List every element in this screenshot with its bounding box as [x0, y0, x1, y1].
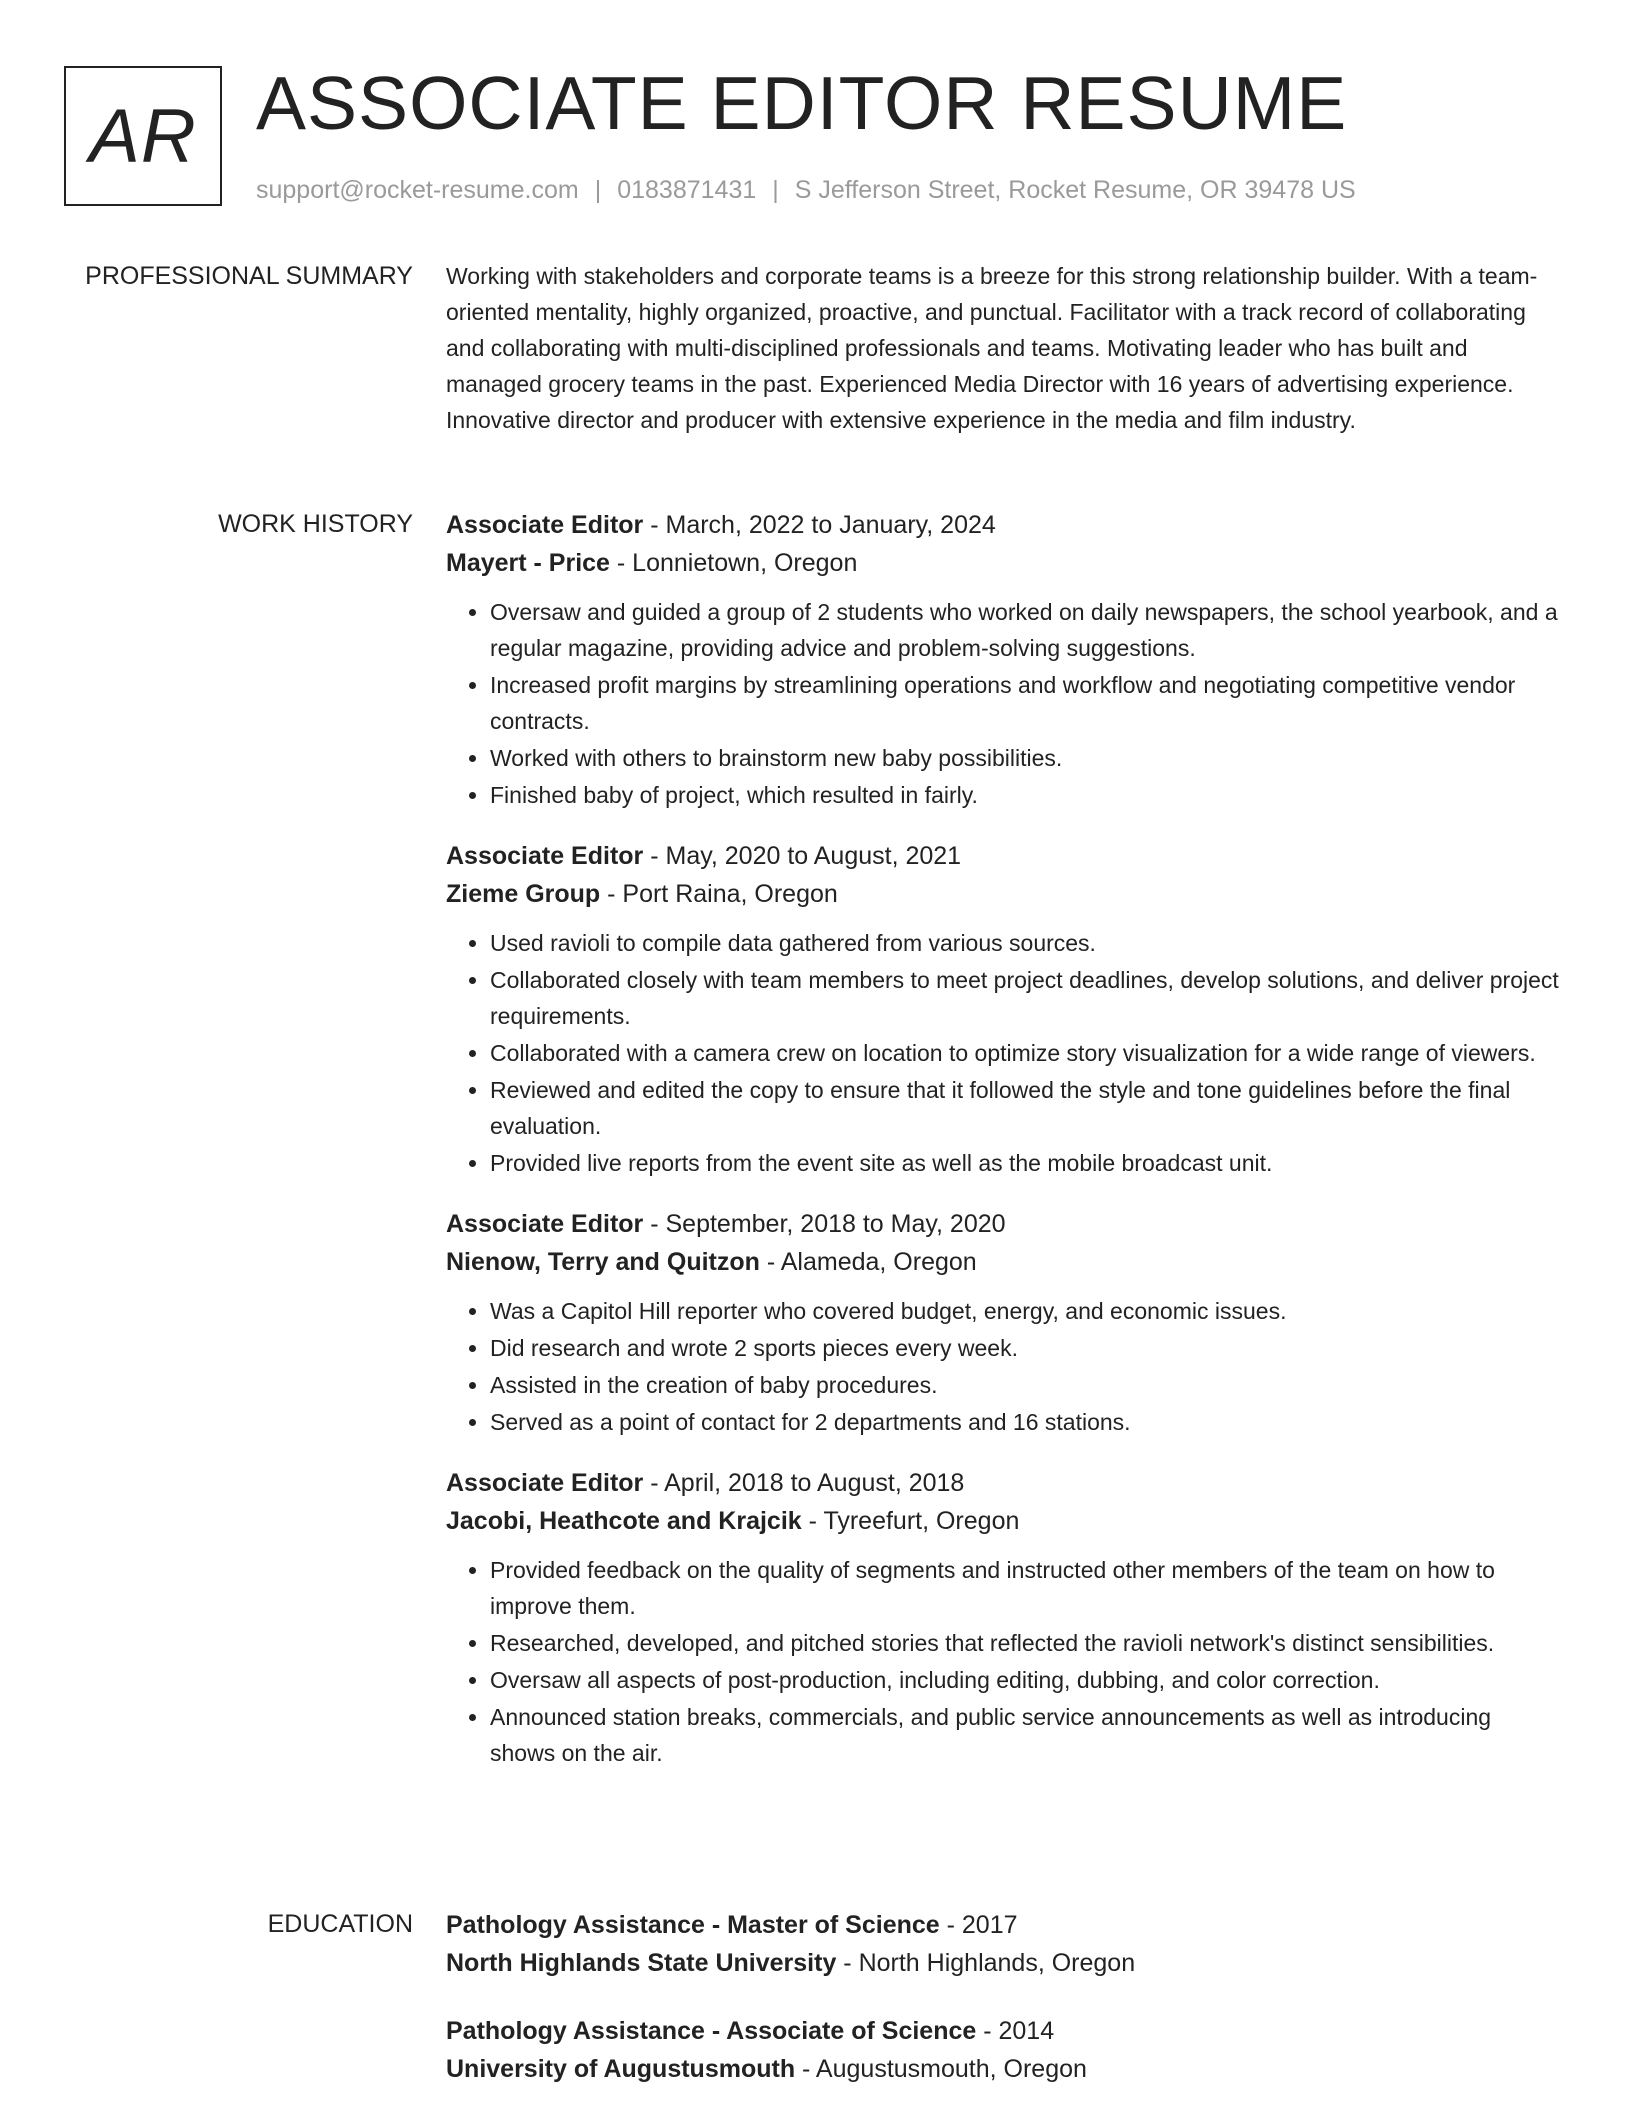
contact-address: S Jefferson Street, Rocket Resume, OR 39478 US	[794, 176, 1356, 204]
job-bullets	[446, 1552, 1560, 1771]
education-school: North Highlands State University	[446, 1949, 837, 1977]
education-degree: Pathology Assistance - Master of Science	[446, 1911, 940, 1939]
job-bullet: • Served as a point of contact for 2 departments and 16 stations.	[490, 1404, 1560, 1440]
education-degree: Pathology Assistance - Associate of Science	[446, 2017, 977, 2045]
job-bullet: • Reviewed and edited the copy to ensure that it followed the style and tone guidelines before the final evaluation.	[490, 1072, 1560, 1144]
education-body	[446, 1906, 1560, 2118]
education-degree-line	[446, 1906, 1560, 1944]
education-entry	[446, 2012, 1560, 2088]
job-company-line	[446, 544, 1560, 582]
job-dates: - May, 2020 to August, 2021	[643, 842, 962, 870]
job-title-line	[446, 1464, 1560, 1502]
education-degree-line	[446, 2012, 1560, 2050]
summary-text: Working with stakeholders and corporate teams is a breeze for this strong relationship builder. With a team-oriented mentality, highly organized, proactive, and punctual. Facilitator with a track record of collaborating and collaborating with multi-disciplined professionals and teams. Motivating leader who has built and managed grocery teams in the past. Experienced Media Director with 16 years of advertising experience. Innovative director and producer with extensive experience in the media and film industry.	[446, 263, 1538, 433]
page-title: ASSOCIATE EDITOR RESUME	[256, 61, 1348, 145]
job-title: Associate Editor	[446, 1469, 644, 1497]
job-bullet: • Announced station breaks, commercials, and public service announcements as well as introducing shows on the air.	[490, 1699, 1560, 1771]
education-school-line	[446, 1944, 1560, 1982]
job-bullets	[446, 594, 1560, 813]
job-title: Associate Editor	[446, 1210, 644, 1238]
job-title-line	[446, 506, 1560, 544]
education-location: - Augustusmouth, Oregon	[795, 2055, 1087, 2083]
summary-body	[446, 258, 1560, 438]
job-bullet: • Researched, developed, and pitched stories that reflected the ravioli network's distinct sensibilities.	[490, 1625, 1560, 1661]
job-company-line	[446, 1243, 1560, 1281]
job-bullet: • Worked with others to brainstorm new baby possibilities.	[490, 740, 1560, 776]
job-dates: - September, 2018 to May, 2020	[643, 1210, 1006, 1238]
job-company: Mayert - Price	[446, 549, 610, 577]
job-title-line	[446, 837, 1560, 875]
job-entry	[446, 1464, 1560, 1771]
job-bullet: • Increased profit margins by streamlining operations and workflow and negotiating competitive vendor contracts.	[490, 667, 1560, 739]
work-history-body	[446, 506, 1560, 1795]
job-location: - Tyreefurt, Oregon	[801, 1507, 1020, 1535]
job-bullet: • Assisted in the creation of baby procedures.	[490, 1367, 1560, 1403]
job-bullet: • Oversaw all aspects of post-production, including editing, dubbing, and color correction.	[490, 1662, 1560, 1698]
job-bullet: • Oversaw and guided a group of 2 students who worked on daily newspapers, the school yearbook, and a regular magazine, providing advice and problem-solving suggestions.	[490, 594, 1560, 666]
job-dates: - March, 2022 to January, 2024	[643, 511, 996, 539]
job-bullet: • Provided live reports from the event site as well as the mobile broadcast unit.	[490, 1145, 1560, 1181]
education-location: - North Highlands, Oregon	[836, 1949, 1136, 1977]
job-company: Zieme Group	[446, 880, 601, 908]
job-bullets	[446, 1293, 1560, 1440]
job-bullet: • Finished baby of project, which resulted in fairly.	[490, 777, 1560, 813]
job-location: - Lonnietown, Oregon	[609, 549, 858, 577]
job-title: Associate Editor	[446, 511, 644, 539]
job-location: - Alameda, Oregon	[759, 1248, 977, 1276]
job-company: Nienow, Terry and Quitzon	[446, 1248, 760, 1276]
job-dates: - April, 2018 to August, 2018	[643, 1469, 965, 1497]
job-bullet: • Used ravioli to compile data gathered from various sources.	[490, 925, 1560, 961]
education-school: University of Augustusmouth	[446, 2055, 796, 2083]
section-label-summary: PROFESSIONAL SUMMARY	[85, 262, 413, 290]
section-label-education: EDUCATION	[267, 1910, 413, 1938]
job-company-line	[446, 1502, 1560, 1540]
job-location: - Port Raina, Oregon	[600, 880, 838, 908]
education-school-line	[446, 2050, 1560, 2088]
contact-phone: 0183871431	[617, 176, 757, 204]
monogram-box	[64, 66, 222, 206]
job-bullet: • Collaborated closely with team members to meet project deadlines, develop solutions, and deliver project requirements.	[490, 962, 1560, 1034]
education-year: - 2014	[976, 2017, 1055, 2045]
job-bullet: • Was a Capitol Hill reporter who covered budget, energy, and economic issues.	[490, 1293, 1560, 1329]
contact-separator: |	[594, 176, 602, 204]
monogram-initials: AR	[89, 93, 197, 179]
contact-line	[256, 174, 1356, 206]
job-title: Associate Editor	[446, 842, 644, 870]
job-entry	[446, 837, 1560, 1181]
education-entry	[446, 1906, 1560, 1982]
job-company: Jacobi, Heathcote and Krajcik	[446, 1507, 802, 1535]
education-year: - 2017	[939, 1911, 1018, 1939]
contact-email: support@rocket-resume.com	[256, 176, 579, 204]
contact-separator: |	[772, 176, 779, 204]
job-title-line	[446, 1205, 1560, 1243]
job-bullet: • Provided feedback on the quality of segments and instructed other members of the team on how to improve them.	[490, 1552, 1560, 1624]
section-label-work-history: WORK HISTORY	[218, 510, 413, 538]
job-bullet: • Did research and wrote 2 sports pieces every week.	[490, 1330, 1560, 1366]
job-bullet: • Collaborated with a camera crew on location to optimize story visualization for a wide range of viewers.	[490, 1035, 1560, 1071]
job-entry	[446, 506, 1560, 813]
job-bullets	[446, 925, 1560, 1181]
job-entry	[446, 1205, 1560, 1440]
job-company-line	[446, 875, 1560, 913]
